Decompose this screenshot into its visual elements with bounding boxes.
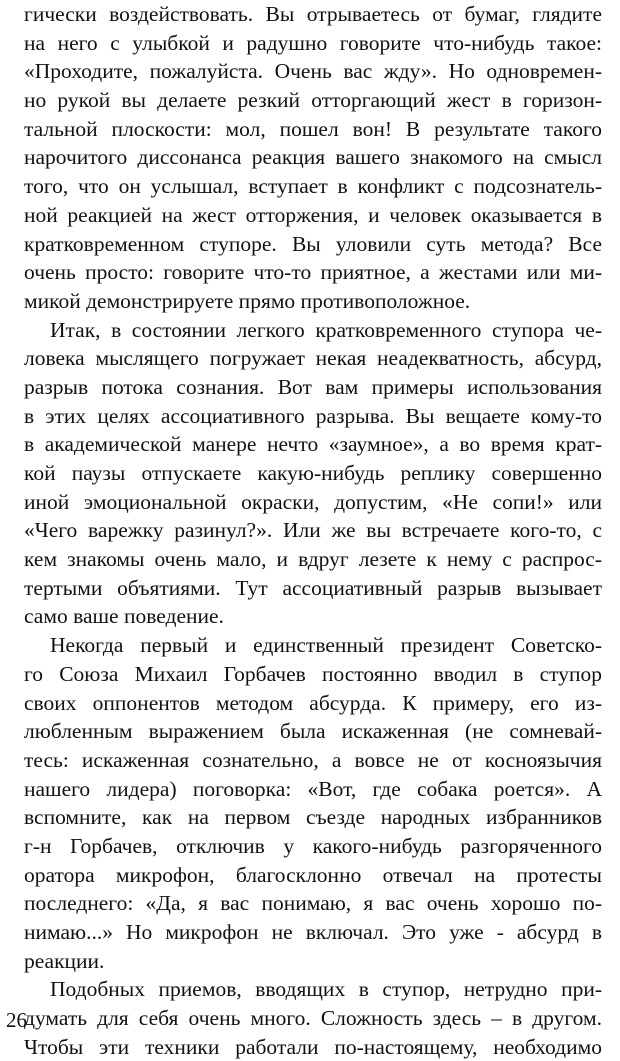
text-line: нимаю...» Но микрофон не включал. Это уже - абсурд в xyxy=(24,920,602,944)
text-line: иной эмоциональной окраски, допустим, «Не сопи!» или xyxy=(24,489,602,514)
text-line: нашего лидера) поговорка: «Вот, где собака роется». А xyxy=(24,776,602,801)
text-line: на него с улыбкой и радушно говорите что-нибудь такое: xyxy=(24,30,602,55)
text-line: «Проходите, пожалуйста. Очень вас жду». Но одновремен- xyxy=(24,59,602,84)
text-line: последнего: «Да, я вас понимаю, я вас очень хорошо по- xyxy=(24,891,602,916)
text-line: ной реакцией на жест отторжения, и человек оказывается в xyxy=(24,202,602,227)
text-line: но рукой вы делаете резкий отторгающий жест в горизон- xyxy=(24,88,602,113)
text-line: г-н Горбачев, отключив у какого-нибудь разгоряченного xyxy=(24,833,602,858)
text-line: кой паузы отпускаете какую-нибудь реплику совершенно xyxy=(24,461,602,485)
body-text xyxy=(24,0,602,1061)
text-line: думать для себя очень много. Сложность здесь – в другом. xyxy=(24,1006,602,1031)
text-line: кратковременном ступоре. Вы уловили суть метода? Все xyxy=(24,231,602,256)
text-line: го Союза Михаил Горбачев постоянно вводил в ступор xyxy=(24,661,602,686)
text-line: Итак, в состоянии легкого кратковременного ступора че- xyxy=(50,317,602,342)
text-line: кем знакомы очень мало, и вдруг лезете к нему с распрос- xyxy=(24,547,602,572)
text-line: оратора микрофон, благосклонно отвечал на протесты xyxy=(24,862,602,887)
text-line: «Чего варежку разинул?». Или же вы встречаете кого-то, с xyxy=(24,518,602,543)
page-number: 26 xyxy=(6,1008,27,1032)
text-line: нарочитого диссонанса реакция вашего знакомого на смысл xyxy=(24,145,602,170)
text-line: того, что он услышал, вступает в конфликт с подсознатель- xyxy=(24,174,602,199)
text-line: Некогда первый и единственный президент Советско- xyxy=(50,633,602,658)
text-line: реакции. xyxy=(24,948,105,973)
text-line: Подобных приемов, вводящих в ступор, нетрудно при- xyxy=(50,977,602,1002)
text-line: само ваше поведение. xyxy=(24,604,224,629)
text-line: своих оппонентов методом абсурда. К примеру, его из- xyxy=(24,690,602,715)
text-line: ловека мыслящего погружает некая неадекватность, абсурд, xyxy=(24,346,602,371)
text-line: очень просто: говорите что-то приятное, а жестами или ми- xyxy=(24,260,602,285)
text-line: любленным выражением была искаженная (не сомневай- xyxy=(24,719,602,744)
text-line: в академической манере нечто «заумное», а во время крат- xyxy=(24,432,602,457)
text-line: микой демонстрируете прямо противоположное. xyxy=(24,288,471,313)
text-line: вспомните, как на первом съезде народных избранников xyxy=(24,805,602,830)
text-line: разрыв потока сознания. Вот вам примеры использования xyxy=(24,374,602,399)
text-line: тальной плоскости: мол, пошел вон! В результате такого xyxy=(24,116,602,141)
text-line: Чтобы эти техники работали по-настоящему, необходимо xyxy=(24,1034,602,1059)
text-line: в этих целях ассоциативного разрыва. Вы вещаете кому-то xyxy=(24,403,602,428)
text-line: гически воздействовать. Вы отрываетесь от бумаг, глядите xyxy=(24,2,602,26)
text-line: тесь: искаженная сознательно, а вовсе не от косноязычия xyxy=(24,747,602,772)
text-line: тертыми объятиями. Тут ассоциативный разрыв вызывает xyxy=(24,575,602,600)
